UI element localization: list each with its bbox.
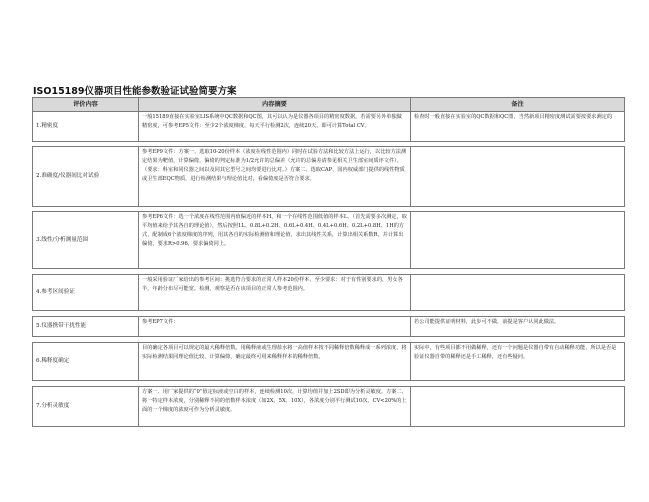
row-item: 5.仪器携带干扰性能 <box>33 317 139 337</box>
table-header-row <box>33 98 625 112</box>
row-remark: 实际中，有些项目都不用做稀释，还有一个问题是仪器自带有自动稀释功能，所以是否是验证仪器自带的稀释还是手工稀释，还有些疑问。 <box>411 343 625 381</box>
row-content: 参考EP9文件：方案一、选取10-20份样本（浓度在线性范围内）同时在试验方法和比较方法上运行，以比较方法测定结果为靶值，计算偏倚，偏倚的判定标准为1/2允许的总偏差（允许的总偏差请参见相关卫生部室间质评文件）。（要求：科室和同仪器之间以及同其它型号之间均要进行比对。）方案二、选取CAP、国内权威部门提供的线性物质或卫生部EQC物质，进行检测结果与理论值比对，看偏倚度是否符合要求。 <box>139 147 411 207</box>
table-row <box>33 343 625 381</box>
row-item: 2.准确度/仪器间比对试验 <box>33 147 139 207</box>
row-content: 参考EP7文件： <box>139 317 411 337</box>
row-item: 3.线性/分析测量范围 <box>33 212 139 269</box>
row-content: 一般采用验证厂家给出的参考区间：挑选符合要求的正常人样本20份样本，至少要求：对于有性别要求的，男女各半，年龄分布尽可能宽。检测，观察是否在该项目的正常人参考范围内。 <box>139 275 411 311</box>
row-content: 目的确定各项目可以规定的最大稀释倍数。用稀释液或生理盐水将一高值样本按不同稀释倍数稀释成一系列浓度，将实际检测结果同理论值比较，计算偏倚，确定最终可用来稀释样本的稀释倍数。 <box>139 343 411 381</box>
row-item: 6.稀释度确定 <box>33 343 139 381</box>
page-title: ISO15189仪器项目性能参数验证试验简要方案 <box>33 86 237 97</box>
row-item: 1.精密度 <box>33 112 139 142</box>
row-content: 参考EP6文件：选一个浓度在线性范围内值偏近的样本H，和一个在线性范围低值的样本L，（首先需要多次测定，取平均值来给予其各自的理论值），然后按照1L、0.8L+0.2H、0.6L+0.4H、0.4L+0.6H、0.2L+0.8H、1H的方式，配制成6个浓度梯度的序列，用其各自的实际检测值和理论值，求出其线性关系，计算出相关系数R，并计算出偏倚，要求R>0.96，要求偏倚同上。 <box>139 212 411 269</box>
table-row <box>33 147 625 207</box>
row-content: 方案一、用厂家提供的“0”值定标液或空白的样本，连续检测10次，计算均值并加上2SD即为分析灵敏度。方案二、将一特定样本浓度，分别稀释不同的倍数样本浓度（如2X、5X、10X），各浓度分别平行测试10次，CV<20%的上面的一个梯度的浓度可作为分析灵敏度。 <box>139 387 411 427</box>
table-row <box>33 317 625 337</box>
row-remark <box>411 147 625 207</box>
table-row <box>33 275 625 311</box>
header-summary: 内容摘要 <box>139 98 411 112</box>
header-evaluation: 评价内容 <box>33 98 139 112</box>
table-row <box>33 212 625 269</box>
table-row <box>33 387 625 427</box>
row-item: 7.分析灵敏度 <box>33 387 139 427</box>
row-remark: 检查时一般直接在实验室的QC数据和QC图，当然新项目精密度测试需要按要求测定的 <box>411 112 625 142</box>
row-remark <box>411 275 625 311</box>
row-remark <box>411 212 625 269</box>
row-remark <box>411 387 625 427</box>
table-row <box>33 112 625 142</box>
header-remark: 备注 <box>411 98 625 112</box>
row-remark: 若公司能提供证明材料，此步可不做，前提是客户认同此做法。 <box>411 317 625 337</box>
row-content: 一般15189直接在实验室LIS系统中QC数据和QC图，其可以认为是仪器各项目的精密度数据。若需要另外单独做精密度，可参考EP5文件：至少2个浓度梯度，每天平行检测2次，连续20天，即可计算Total CV。 <box>139 112 411 142</box>
validation-plan-table <box>32 97 625 427</box>
row-item: 4.参考区间验证 <box>33 275 139 311</box>
